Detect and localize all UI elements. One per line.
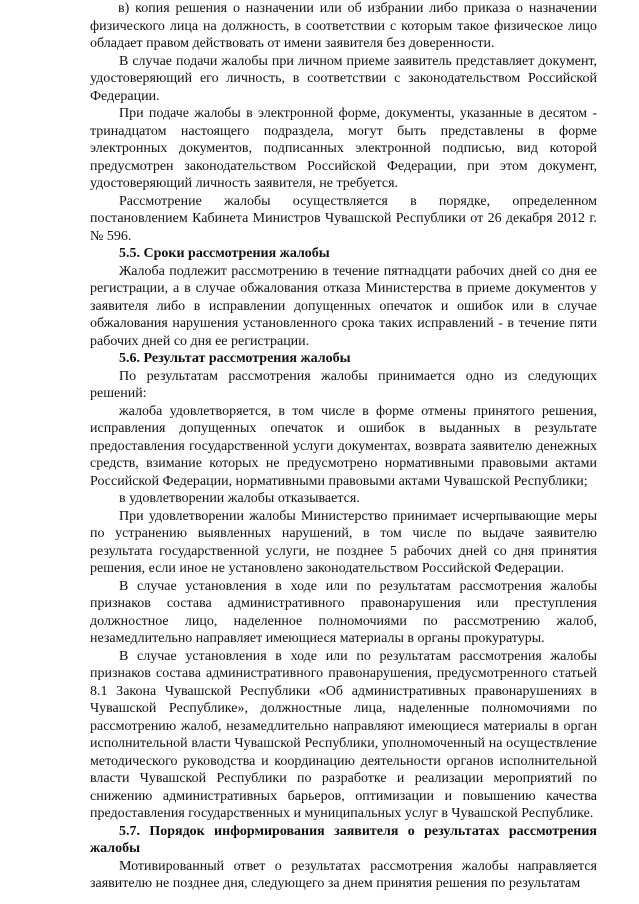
- paragraph-review-terms: Жалоба подлежит рассмотрению в течение пятнадцати рабочих дней со дня ее регистрации, а в случае обжалования отказа Министерства в приеме документов у заявителя либо в исправлении допущенных опечаток и ошибок или в случае обжалования нарушения установленного срока таких исправлений - в течение пяти рабочих дней со дня ее регистрации.: [90, 263, 597, 349]
- paragraph-complaint-refused: в удовлетворении жалобы отказывается.: [119, 491, 360, 506]
- paragraph-personal-reception: В случае подачи жалобы при личном приеме заявитель представляет документ, удостоверяющий его личность, в соответствии с законодательством Российской Федерации.: [90, 53, 597, 104]
- paragraph-consideration-order: Рассмотрение жалобы осуществляется в порядке, определенном постановлением Кабинета Министров Чувашской Республики от 26 декабря 2012 г. № 596.: [90, 193, 597, 244]
- paragraph-electronic-form: При подаче жалобы в электронной форме, документы, указанные в десятом - тринадцатом настоящего подраздела, могут быть представлены в форме электронных документов, подписанных электронной подписью, вид которой предусмотрен законодательством Российской Федерации, при этом документ, удостоверяющий личность заявителя, не требуется.: [90, 106, 597, 191]
- paragraph-complaint-satisfied: жалоба удовлетворяется, в том числе в форме отмены принятого решения, исправления допущенных опечаток и ошибок в выданных в результате предоставления государственной услуги документах, возврата заявителю денежных средств, взимание которых не предусмотрено нормативными правовыми актами Российской Федерации, нормативными правовыми актами Чувашской Республики;: [90, 403, 597, 489]
- paragraph-motivated-answer: Мотивированный ответ о результатах рассмотрения жалобы направляется заявителю не позднее дня, следующего за днем принятия решения по результатам: [90, 858, 597, 891]
- section-heading-5-5: 5.5. Сроки рассмотрения жалобы: [119, 246, 330, 261]
- section-heading-5-7: 5.7. Порядок информирования заявителя о результатах рассмотрения жалобы: [90, 823, 597, 856]
- paragraph-administrative-referral: В случае установления в ходе или по результатам рассмотрения жалобы признаков состава административного правонарушения, предусмотренного статьей 8.1 Закона Чувашской Республики «Об административных правонарушениях в Чувашской Республике», должностные лица, наделенные полномочиями по рассмотрению жалоб, незамедлительно направляют имеющиеся материалы в орган исполнительной власти Чувашской Республики, уполномоченный на осуществление методического руководства и координацию деятельности органов исполнительной власти Чувашской Республики по разработке и реализации мероприятий по снижению административных барьеров, оптимизации и повышению качества предоставления государственных и муниципальных услуг в Чувашской Республике.: [90, 648, 597, 821]
- section-heading-5-6: 5.6. Результат рассмотрения жалобы: [119, 351, 351, 366]
- document-page: [90, 0, 597, 893]
- paragraph-copy-of-decision: в) копия решения о назначении или об избрании либо приказа о назначении физического лица на должность, в соответствии с которым такое физическое лицо обладает правом действовать от имени заявителя без доверенности.: [90, 1, 597, 51]
- paragraph-decisions-intro: По результатам рассмотрения жалобы принимается одно из следующих решений:: [90, 368, 597, 401]
- paragraph-prosecution-referral: В случае установления в ходе или по результатам рассмотрения жалобы признаков состава административного правонарушения или преступления должностное лицо, наделенное полномочиями по рассмотрению жалоб, незамедлительно направляет имеющиеся материалы в органы прокуратуры.: [90, 578, 597, 646]
- paragraph-satisfaction-measures: При удовлетворении жалобы Министерство принимает исчерпывающие меры по устранению выявленных нарушений, в том числе по выдаче заявителю результата государственной услуги, не позднее 5 рабочих дней со дня принятия решения, если иное не установлено законодательством Российской Федерации.: [90, 508, 597, 576]
